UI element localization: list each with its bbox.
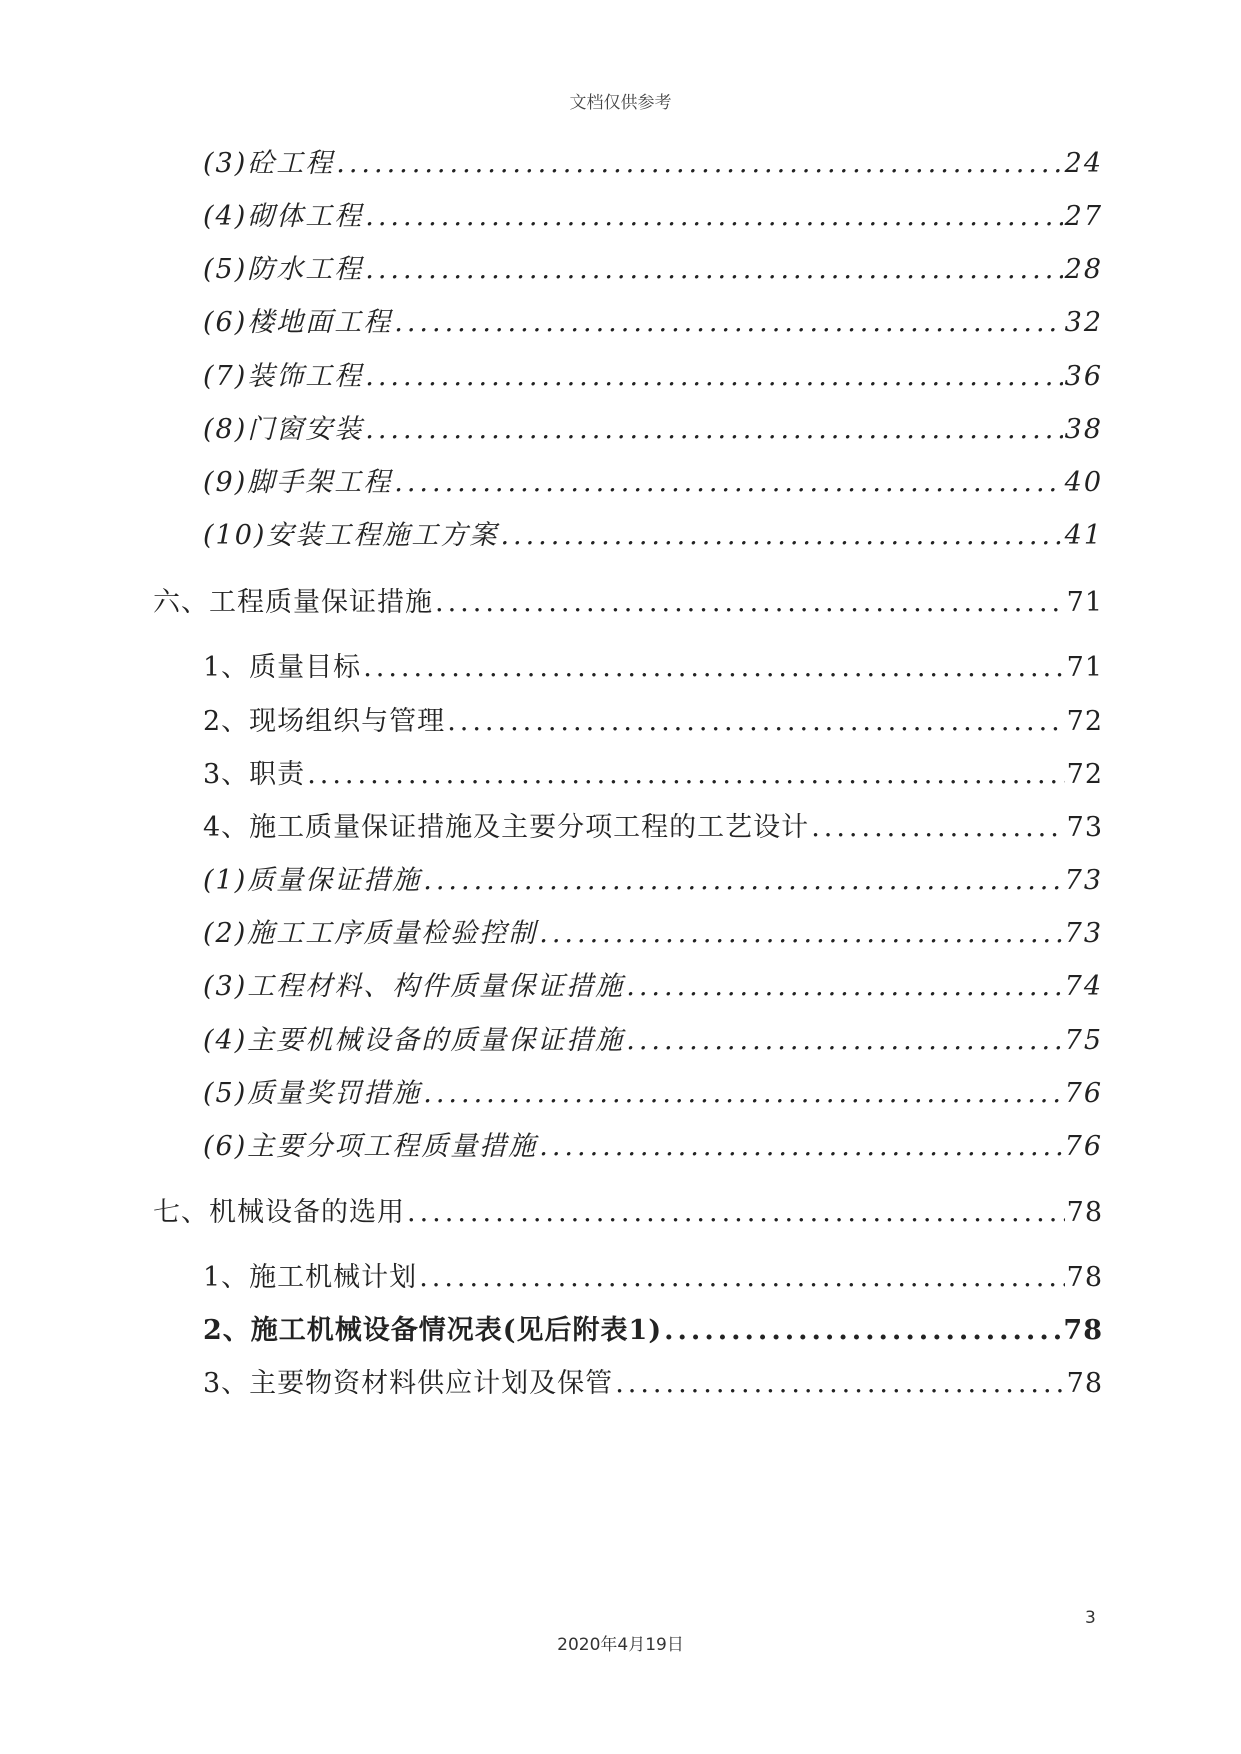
toc-entry[interactable] (203, 810, 1103, 846)
toc-entry[interactable] (203, 146, 1103, 182)
toc-leader-dots (365, 252, 1062, 288)
toc-leader-dots (539, 916, 1062, 952)
page-header: 文档仅供参考 (569, 93, 672, 113)
toc-entry[interactable] (203, 1313, 1103, 1349)
toc-leader-dots (307, 757, 1064, 793)
toc-entry[interactable] (203, 916, 1103, 952)
toc-entry-title: (8)门窗安装 (203, 414, 364, 445)
toc-entry[interactable] (153, 1195, 1103, 1231)
toc-entry[interactable] (203, 1366, 1103, 1402)
toc-entry-page: 73 (1064, 865, 1103, 896)
toc-entry-page: 71 (1066, 587, 1103, 618)
toc-entry-title: 1、质量目标 (203, 652, 362, 683)
toc-entry-title: (6)主要分项工程质量措施 (203, 1131, 538, 1162)
toc-entry[interactable] (203, 757, 1103, 793)
toc-leader-dots (423, 1076, 1062, 1112)
toc-leader-dots (423, 863, 1062, 899)
toc-entry-title: 3、职责 (203, 759, 306, 790)
toc-entry-page: 72 (1066, 706, 1103, 737)
toc-entry[interactable] (203, 305, 1103, 341)
toc-entry[interactable] (203, 465, 1103, 501)
toc-entry-title: 4、施工质量保证措施及主要分项工程的工艺设计 (203, 812, 810, 843)
toc-leader-dots (435, 585, 1065, 621)
toc-leader-dots (500, 518, 1062, 554)
toc-entry-title: 2、现场组织与管理 (203, 706, 446, 737)
toc-entry-title: 六、工程质量保证措施 (153, 587, 433, 618)
toc-entry[interactable] (203, 252, 1103, 288)
toc-entry-page: 72 (1066, 759, 1103, 790)
toc-entry-title: (4)砌体工程 (203, 201, 364, 232)
toc-entry-page: 32 (1064, 307, 1103, 338)
toc-entry[interactable] (203, 412, 1103, 448)
toc-entry[interactable] (203, 359, 1103, 395)
toc-entry[interactable] (203, 650, 1103, 686)
footer-date: 2020年4月19日 (557, 1635, 684, 1655)
toc-entry-title: 3、主要物资材料供应计划及保管 (203, 1368, 614, 1399)
toc-entry[interactable] (203, 1023, 1103, 1059)
toc-entry-page: 24 (1064, 148, 1103, 179)
toc-entry-title: (4)主要机械设备的质量保证措施 (203, 1025, 625, 1056)
toc-entry-title: 1、施工机械计划 (203, 1262, 418, 1293)
toc-leader-dots (539, 1129, 1062, 1165)
toc-entry[interactable] (203, 969, 1103, 1005)
toc-entry-page: 28 (1064, 254, 1103, 285)
toc-entry-page: 78 (1063, 1315, 1103, 1346)
toc-leader-dots (626, 1023, 1062, 1059)
toc-entry-title: (2)施工工序质量检验控制 (203, 918, 538, 949)
toc-entry-page: 40 (1064, 467, 1103, 498)
toc-entry-title: (9)脚手架工程 (203, 467, 393, 498)
toc-entry-page: 71 (1066, 652, 1103, 683)
toc-entry-title: (5)防水工程 (203, 254, 364, 285)
toc-leader-dots (626, 969, 1062, 1005)
toc-entry-page: 36 (1064, 361, 1103, 392)
toc-entry-page: 74 (1064, 971, 1103, 1002)
toc-entry-page: 73 (1066, 812, 1103, 843)
toc-entry-title: (1)质量保证措施 (203, 865, 422, 896)
toc-entry-title: 2、施工机械设备情况表(见后附表1) (203, 1315, 663, 1346)
page-number: 3 (1085, 1608, 1096, 1628)
toc-entry-title: (6)楼地面工程 (203, 307, 393, 338)
toc-leader-dots (365, 359, 1062, 395)
toc-leader-dots (615, 1366, 1064, 1402)
toc-entry-page: 78 (1066, 1262, 1103, 1293)
toc-leader-dots (811, 810, 1064, 846)
toc-entry[interactable] (203, 1260, 1103, 1296)
toc-entry[interactable] (203, 863, 1103, 899)
toc-leader-dots (336, 146, 1062, 182)
toc-entry-page: 73 (1064, 918, 1103, 949)
toc-leader-dots (419, 1260, 1064, 1296)
toc-entry-title: (5)质量奖罚措施 (203, 1078, 422, 1109)
toc-entry[interactable] (203, 518, 1103, 554)
toc-entry-title: 七、机械设备的选用 (153, 1197, 405, 1228)
toc-entry-title: (3)砼工程 (203, 148, 335, 179)
toc-entry-page: 78 (1066, 1368, 1103, 1399)
toc-entry-title: (3)工程材料、构件质量保证措施 (203, 971, 625, 1002)
toc-entry[interactable] (203, 199, 1103, 235)
toc-entry-page: 38 (1064, 414, 1103, 445)
toc-leader-dots (664, 1313, 1061, 1349)
toc-leader-dots (363, 650, 1064, 686)
toc-leader-dots (394, 465, 1062, 501)
toc-leader-dots (365, 412, 1062, 448)
toc-entry-page: 76 (1064, 1078, 1103, 1109)
toc-leader-dots (365, 199, 1062, 235)
toc-entry-page: 76 (1064, 1131, 1103, 1162)
toc-entry-page: 75 (1064, 1025, 1103, 1056)
toc-entry[interactable] (203, 1129, 1103, 1165)
toc-leader-dots (394, 305, 1062, 341)
toc-entry[interactable] (203, 704, 1103, 740)
toc-entry-title: (7)装饰工程 (203, 361, 364, 392)
toc-leader-dots (407, 1195, 1065, 1231)
toc-leader-dots (447, 704, 1064, 740)
toc-entry[interactable] (153, 585, 1103, 621)
toc-entry-title: (10)安装工程施工方案 (203, 520, 499, 551)
toc-entry-page: 78 (1066, 1197, 1103, 1228)
toc-entry[interactable] (203, 1076, 1103, 1112)
toc-entry-page: 41 (1064, 520, 1103, 551)
toc-entry-page: 27 (1064, 201, 1103, 232)
